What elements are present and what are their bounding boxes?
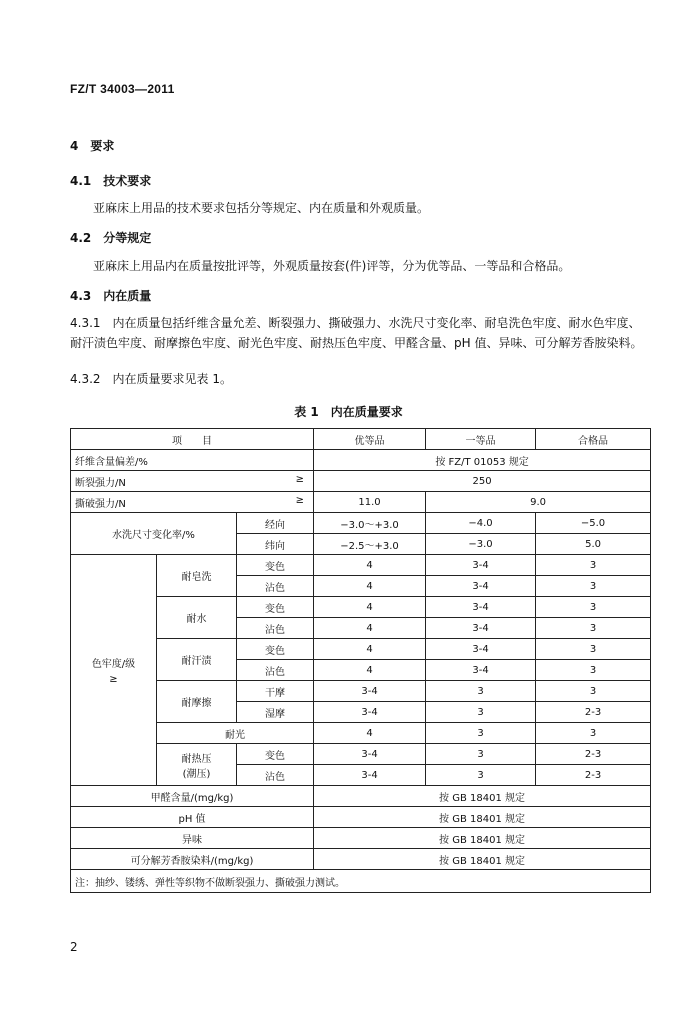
rub-label: 耐摩擦	[157, 681, 237, 723]
wash-warp-first: −4.0	[426, 513, 536, 534]
odor-value: 按 GB 18401 规定	[314, 828, 651, 849]
section-4-1-text: 亚麻床上用品的技术要求包括分等规定、内在质量和外观质量。	[93, 201, 430, 215]
soap-change-qualified: 3	[536, 555, 651, 576]
heat-stain-first: 3	[426, 765, 536, 786]
heat-label: 耐热压	[181, 753, 212, 765]
table-row	[71, 597, 651, 618]
ge-symbol: ≥	[295, 494, 305, 506]
wash-warp-label: 经向	[237, 513, 314, 534]
table-row	[71, 492, 651, 513]
light-superior: 4	[314, 723, 426, 744]
heat-label-cell	[157, 744, 237, 786]
water-stain-superior: 4	[314, 618, 426, 639]
wash-warp-qualified: −5.0	[536, 513, 651, 534]
wash-weft-superior: −2.5～+3.0	[314, 534, 426, 555]
heat-label-2: (潮压)	[182, 768, 211, 780]
odor-label: 异味	[71, 828, 314, 849]
heat-change-superior: 3-4	[314, 744, 426, 765]
sweat-change-first: 3-4	[426, 639, 536, 660]
rub-dry-superior: 3-4	[314, 681, 426, 702]
sweat-label: 耐汗渍	[157, 639, 237, 681]
sweat-stain-label: 沾色	[237, 660, 314, 681]
header-item: 项 目	[71, 429, 314, 450]
document-code: FZ/T 34003—2011	[70, 82, 175, 96]
water-label: 耐水	[157, 597, 237, 639]
water-change-qualified: 3	[536, 597, 651, 618]
quality-requirements-table	[70, 428, 651, 893]
water-stain-label: 沾色	[237, 618, 314, 639]
wash-weft-label: 纬向	[237, 534, 314, 555]
table-row	[71, 450, 651, 471]
wash-label: 水洗尺寸变化率/%	[71, 513, 237, 555]
header-qualified: 合格品	[536, 429, 651, 450]
light-label: 耐光	[157, 723, 314, 744]
wash-weft-qualified: 5.0	[536, 534, 651, 555]
page-number: 2	[70, 940, 78, 954]
amine-value: 按 GB 18401 规定	[314, 849, 651, 870]
header-first: 一等品	[426, 429, 536, 450]
soap-stain-qualified: 3	[536, 576, 651, 597]
sweat-change-label: 变色	[237, 639, 314, 660]
color-fastness-label: 色牢度/级	[91, 659, 136, 670]
table-row	[71, 828, 651, 849]
sweat-stain-qualified: 3	[536, 660, 651, 681]
water-change-label: 变色	[237, 597, 314, 618]
tearing-label: 撕破强力/N	[75, 498, 126, 510]
breaking-label: 断裂强力/N	[75, 477, 126, 489]
soap-stain-first: 3-4	[426, 576, 536, 597]
heat-stain-superior: 3-4	[314, 765, 426, 786]
table-row	[71, 723, 651, 744]
section-4-3-1-text: 4.3.1 内在质量包括纤维含量允差、断裂强力、撕破强力、水洗尺寸变化率、耐皂洗色牢度、耐水色牢度、耐汗渍色牢度、耐摩擦色牢度、耐光色牢度、耐热压色牢度、甲醛含量、pH 值、异味、可分解芳香胺染料。	[70, 316, 643, 350]
section-4-3-heading: 4.3 内在质量	[70, 289, 152, 303]
table-row	[71, 639, 651, 660]
table-row	[71, 807, 651, 828]
formaldehyde-value: 按 GB 18401 规定	[314, 786, 651, 807]
sweat-change-superior: 4	[314, 639, 426, 660]
heat-change-label: 变色	[237, 744, 314, 765]
header-superior: 优等品	[314, 429, 426, 450]
color-fastness-label-cell	[71, 555, 157, 786]
wash-warp-superior: −3.0～+3.0	[314, 513, 426, 534]
soap-stain-superior: 4	[314, 576, 426, 597]
light-first: 3	[426, 723, 536, 744]
table-row	[71, 555, 651, 576]
water-change-superior: 4	[314, 597, 426, 618]
water-stain-qualified: 3	[536, 618, 651, 639]
water-stain-first: 3-4	[426, 618, 536, 639]
heat-stain-qualified: 2-3	[536, 765, 651, 786]
rub-wet-qualified: 2-3	[536, 702, 651, 723]
sweat-change-qualified: 3	[536, 639, 651, 660]
soap-label: 耐皂洗	[157, 555, 237, 597]
table-header-row	[71, 429, 651, 450]
table-note-row	[71, 870, 651, 893]
rub-dry-label: 干摩	[237, 681, 314, 702]
table-row	[71, 786, 651, 807]
breaking-value: 250	[314, 471, 651, 492]
section-4-2-text: 亚麻床上用品内在质量按批评等，外观质量按套(件)评等，分为优等品、一等品和合格品。	[93, 259, 571, 273]
rub-wet-label: 湿摩	[237, 702, 314, 723]
formaldehyde-label: 甲醛含量/(mg/kg)	[71, 786, 314, 807]
table-row	[71, 471, 651, 492]
section-4-1-heading: 4.1 技术要求	[70, 174, 152, 188]
ge-symbol: ≥	[109, 674, 118, 685]
sweat-stain-superior: 4	[314, 660, 426, 681]
ph-value: 按 GB 18401 规定	[314, 807, 651, 828]
soap-change-superior: 4	[314, 555, 426, 576]
amine-label: 可分解芳香胺染料/(mg/kg)	[71, 849, 314, 870]
tearing-rest: 9.0	[426, 492, 651, 513]
fiber-label: 纤维含量偏差/%	[71, 450, 314, 471]
fiber-value: 按 FZ/T 01053 规定	[314, 450, 651, 471]
rub-dry-qualified: 3	[536, 681, 651, 702]
table-caption: 表 1 内在质量要求	[294, 405, 403, 419]
tearing-superior: 11.0	[314, 492, 426, 513]
rub-wet-superior: 3-4	[314, 702, 426, 723]
heat-stain-label: 沾色	[237, 765, 314, 786]
sweat-stain-first: 3-4	[426, 660, 536, 681]
rub-dry-first: 3	[426, 681, 536, 702]
table-row	[71, 513, 651, 534]
ge-symbol: ≥	[295, 473, 305, 485]
table-row	[71, 849, 651, 870]
light-qualified: 3	[536, 723, 651, 744]
ph-label: pH 值	[71, 807, 314, 828]
soap-change-label: 变色	[237, 555, 314, 576]
heat-change-first: 3	[426, 744, 536, 765]
soap-change-first: 3-4	[426, 555, 536, 576]
table-note: 注：抽纱、镂绣、弹性等织物不做断裂强力、撕破强力测试。	[71, 870, 651, 893]
section-4-heading: 4 要求	[70, 139, 115, 153]
wash-weft-first: −3.0	[426, 534, 536, 555]
heat-change-qualified: 2-3	[536, 744, 651, 765]
water-change-first: 3-4	[426, 597, 536, 618]
rub-wet-first: 3	[426, 702, 536, 723]
section-4-2-heading: 4.2 分等规定	[70, 231, 152, 245]
breaking-label-cell	[71, 471, 314, 492]
table-row	[71, 744, 651, 765]
section-4-3-2-text: 4.3.2 内在质量要求见表 1。	[70, 372, 232, 386]
soap-stain-label: 沾色	[237, 576, 314, 597]
table-row	[71, 681, 651, 702]
tearing-label-cell	[71, 492, 314, 513]
